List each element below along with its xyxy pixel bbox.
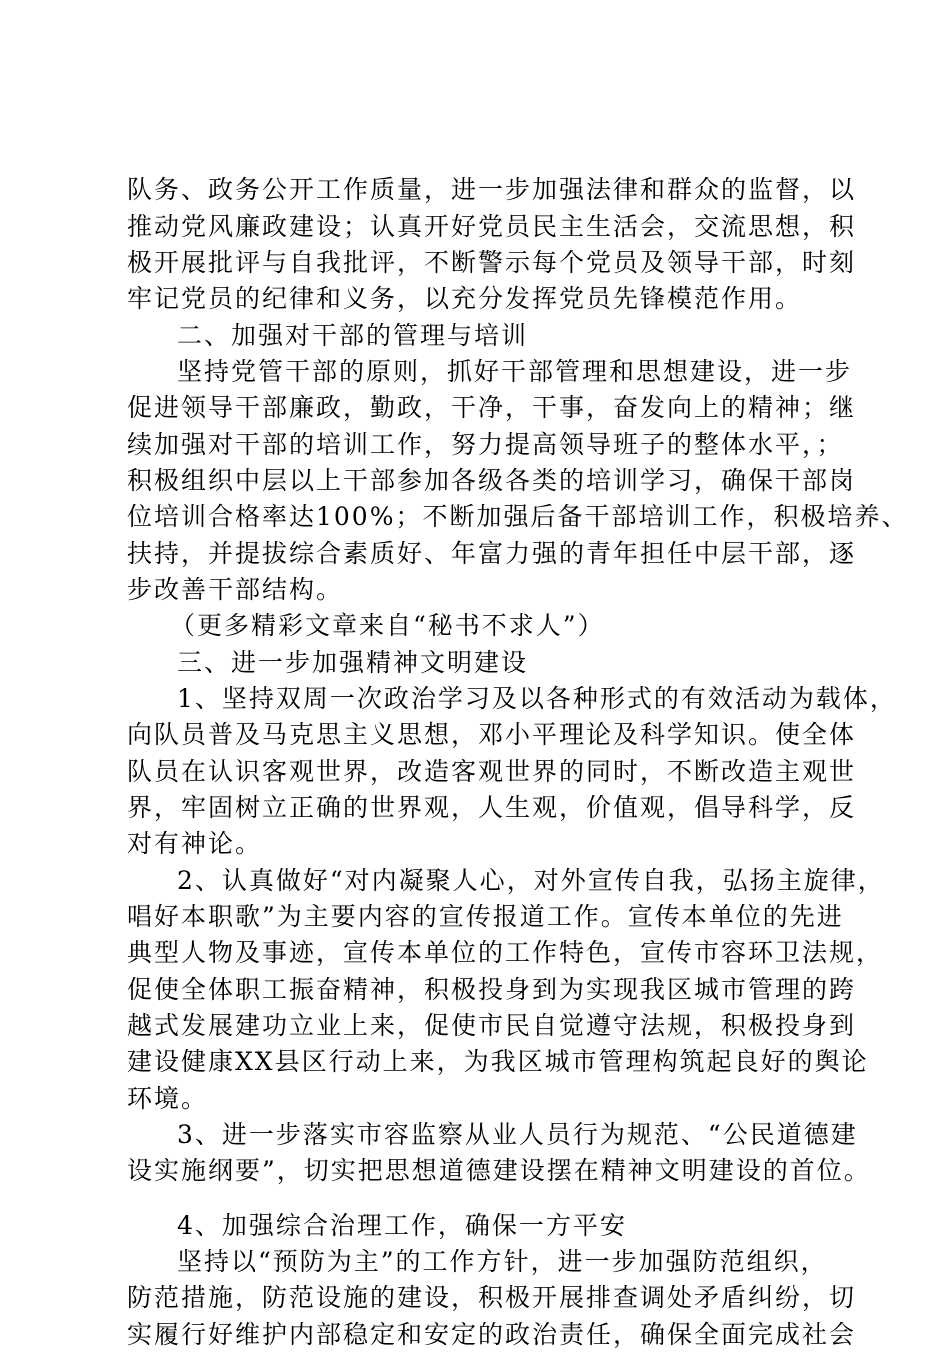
text-line: 队员在认识客观世界，改造客观世界的同时，不断改造主观世 xyxy=(127,757,857,786)
text-line: 扶持，并提拔综合素质好、年富力强的青年担任中层干部，逐 xyxy=(127,539,857,568)
text-line: 促使全体职工振奋精神，积极投身到为实现我区城市管理的跨 xyxy=(127,975,857,1004)
text-line: 建设健康XX县区行动上来，为我区城市管理构筑起良好的舆论 xyxy=(127,1047,869,1076)
text-line: 向队员普及马克思主义思想，邓小平理论及科学知识。使全体 xyxy=(127,720,857,749)
text-line: 3、进一步落实市容监察从业人员行为规范、“公民道德建 xyxy=(177,1120,858,1149)
text-line: 设实施纲要”，切实把思想道德建设摆在精神文明建设的首位。 xyxy=(127,1156,871,1185)
text-line: 实履行好维护内部稳定和安定的政治责任，确保全面完成社会 xyxy=(127,1320,857,1349)
text-line: 续加强对干部的培训工作，努力提高领导班子的整体水平，； xyxy=(127,430,844,459)
source-note: （更多精彩文章来自“秘书不求人”） xyxy=(170,611,605,640)
text-line: 队务、政务公开工作质量，进一步加强法律和群众的监督，以 xyxy=(127,175,857,204)
text-line: 2、认真做好“对内凝聚人心，对外宣传自我，弘扬主旋律， xyxy=(177,866,885,895)
text-line: 位培训合格率达100%；不断加强后备干部培训工作，积极培养、 xyxy=(127,502,909,531)
text-line: 典型人物及事迹，宣传本单位的工作特色，宣传市容环卫法规， xyxy=(127,938,884,967)
text-line: 1、坚持双周一次政治学习及以各种形式的有效活动为载体， xyxy=(177,684,897,713)
text-line: 促进领导干部廉政，勤政，干净，干事，奋发向上的精神；继 xyxy=(127,393,857,422)
text-line: 唱好本职歌”为主要内容的宣传报道工作。宣传本单位的先进 xyxy=(127,902,844,931)
section-heading: 4、加强综合治理工作，确保一方平安 xyxy=(177,1211,627,1240)
text-line: 越式发展建功立业上来，促使市民自觉遵守法规，积极投身到 xyxy=(127,1011,857,1040)
text-line: 步改善干部结构。 xyxy=(127,575,344,604)
text-line: 防范措施，防范设施的建设，积极开展排查调处矛盾纠纷，切 xyxy=(127,1283,857,1312)
text-line: 极开展批评与自我批评，不断警示每个党员及领导干部，时刻 xyxy=(127,248,857,277)
text-line: 对有神论。 xyxy=(127,829,263,858)
text-line: 坚持党管干部的原则，抓好干部管理和思想建设，进一步 xyxy=(177,357,853,386)
text-line: 积极组织中层以上干部参加各级各类的培训学习，确保干部岗 xyxy=(127,466,857,495)
text-line: 界，牢固树立正确的世界观，人生观，价值观，倡导科学，反 xyxy=(127,793,857,822)
text-line: 环境。 xyxy=(127,1084,209,1113)
section-heading: 三、进一步加强精神文明建设 xyxy=(177,648,529,677)
text-line: 牢记党员的纪律和义务，以充分发挥党员先锋模范作用。 xyxy=(127,284,803,313)
section-heading: 二、加强对干部的管理与培训 xyxy=(177,321,529,350)
text-line: 推动党风廉政建设；认真开好党员民主生活会，交流思想，积 xyxy=(127,212,857,241)
text-line: 坚持以“预防为主”的工作方针，进一步加强防范组织， xyxy=(177,1247,828,1276)
